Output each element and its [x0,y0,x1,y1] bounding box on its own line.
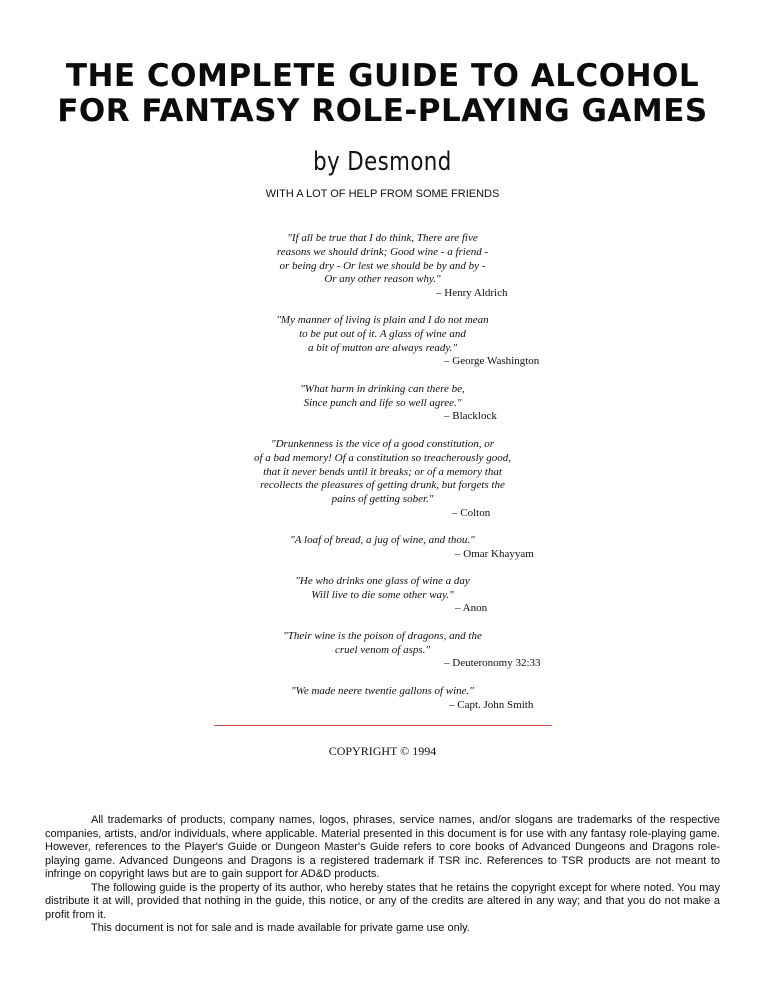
quote-line: pains of getting sober." [331,493,434,506]
quote-block [0,685,765,711]
quote-block [0,534,765,560]
quote-block [0,438,765,519]
quote-attribution: – Henry Aldrich [436,287,508,299]
quote-line: cruel venom of asps." [334,643,431,656]
quote-attribution: – Blacklock [444,410,497,422]
quote-attribution: – Anon [455,602,488,614]
quote-attribution: – Omar Khayyam [455,548,534,560]
quote-line: "My manner of living is plain and I do not mean [276,314,489,326]
quote-line: that it never bends until it breaks; or of a memory that [263,465,502,478]
title-line-2: FOR FANTASY ROLE-PLAYING GAMES [57,93,708,129]
quote-line: a bit of mutton are always ready." [308,341,457,354]
quote-block [0,232,765,299]
quote-line: "He who drinks one glass of wine a day [295,575,470,587]
quote-block [0,314,765,367]
horizontal-divider [214,725,552,726]
quote-line: "What harm in drinking can there be, [300,383,465,395]
quote-block [0,383,765,422]
quote-line: "If all be true that I do think, There are five [287,232,478,244]
quote-attribution: – George Washington [444,355,540,367]
copyright-notice: COPYRIGHT © 1994 [328,744,437,758]
legal-paragraph: The following guide is the property of its author, who hereby states that he retains the copyright except for where noted. You may distribute it at will, provided that nothing in the guide, this notice, or any of the credits are altered in any way; and that you do not make a profit from it. [45,881,720,921]
quote-block [0,575,765,614]
quote-line: "Their wine is the poison of dragons, and the [283,630,482,642]
quote-line: "We made neere twentie gallons of wine." [291,685,474,697]
quote-line: reasons we should drink; Good wine - a friend - [276,245,489,258]
legal-paragraph: This document is not for sale and is made available for private game use only. [91,922,470,934]
quote-attribution: – Colton [452,507,491,519]
quote-line: "A loaf of bread, a jug of wine, and thou." [290,534,475,546]
quote-line: Or any other reason why." [324,273,441,286]
quote-line: to be put out of it. A glass of wine and [299,327,466,340]
title-line-1: THE COMPLETE GUIDE TO ALCOHOL [65,58,700,94]
quote-attribution: – Capt. John Smith [449,699,534,711]
quote-line: recollects the pleasures of getting drunk, but forgets the [260,479,505,492]
legal-notice [45,814,720,936]
quote-line: "Drunkenness is the vice of a good constitution, or [270,438,495,450]
quote-line: of a bad memory! Of a constitution so treacherously good, [253,451,512,464]
legal-paragraph: All trademarks of products, company names, logos, phrases, service names, and/or slogans are trademarks of the respective companies, artists, and/or individuals, where applicable. Material presented in this document is for use with any fantasy role-playing game. However, references to the Player's Guide or Dungeon Master's Guide refers to core books of Advanced Dungeons and Dragons role-playing game. Advanced Dungeons and Dragons is a registered trademark if TSR inc. References to TSR products are not meant to infringe on copyright laws but are to gain support for AD&D products. [45,814,720,880]
quote-block [0,630,765,669]
author-byline: by Desmond [313,147,452,177]
quote-line: Since punch and life so well agree." [303,396,462,409]
quote-line: or being dry - Or lest we should be by and by - [279,259,486,272]
subtitle: WITH A LOT OF HELP FROM SOME FRIENDS [265,188,500,200]
quote-line: Will live to die some other way." [311,588,454,601]
quote-attribution: – Deuteronomy 32:33 [444,657,541,669]
